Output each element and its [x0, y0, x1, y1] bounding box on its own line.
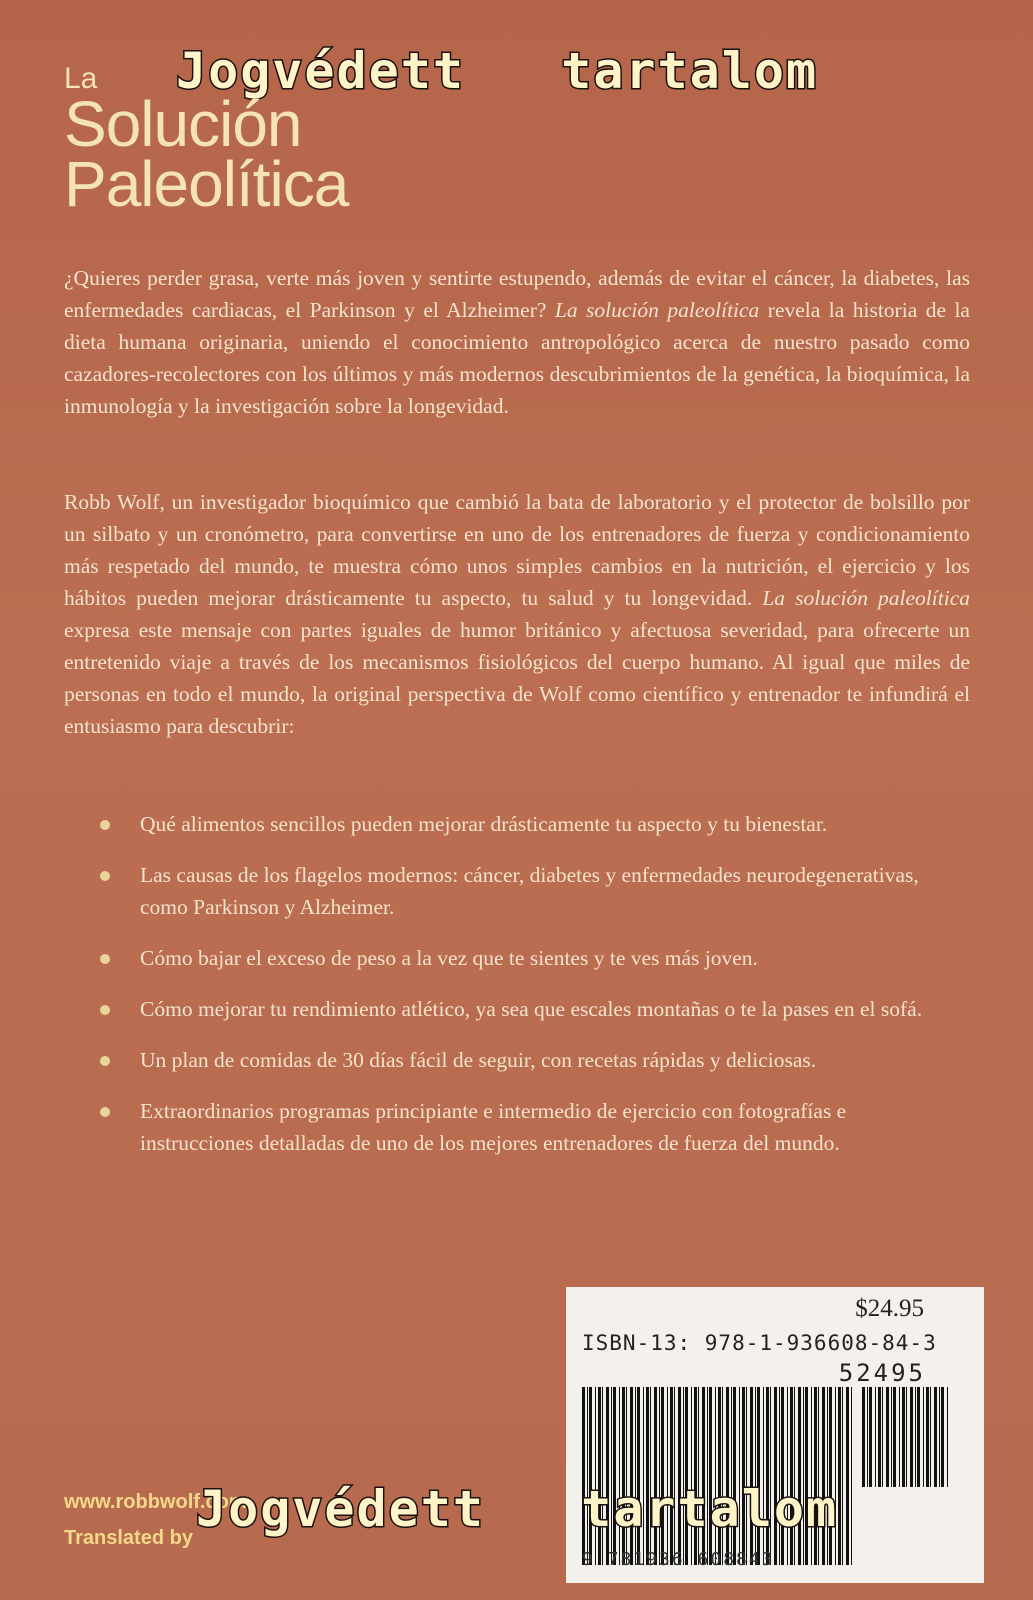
barcode-stripe — [781, 1387, 784, 1565]
barcode-stripe — [891, 1387, 892, 1487]
barcode-icon — [582, 1387, 852, 1565]
barcode-stripe — [757, 1387, 760, 1565]
watermark-bottom: Jogvédett tartalom — [196, 1480, 839, 1538]
barcode-stripe — [763, 1387, 764, 1565]
barcode-stripe — [715, 1387, 716, 1565]
list-item-text: Las causas de los flagelos modernos: cáncer, diabetes y enfermedades neurodegenerativas, como Parkinson y Alzheimer. — [140, 863, 919, 919]
barcode-stripe — [814, 1387, 817, 1565]
barcode-stripe — [619, 1387, 620, 1565]
list-item — [100, 1044, 960, 1076]
barcode-label — [566, 1287, 984, 1583]
watermark-top: Jogvédett tartalom — [176, 42, 819, 100]
barcode-stripe — [822, 1387, 825, 1565]
barcode-stripe — [882, 1387, 883, 1487]
barcode-stripe — [750, 1387, 753, 1565]
book-title-italic: La solución paleolítica — [554, 298, 760, 322]
barcode-stripe — [595, 1387, 596, 1565]
list-item — [100, 859, 960, 923]
title-prefix: La — [64, 62, 98, 95]
barcode-stripe — [910, 1387, 913, 1487]
barcode-stripe — [742, 1387, 745, 1565]
barcode-stripe — [635, 1387, 636, 1565]
barcode-stripe — [685, 1387, 688, 1565]
barcode-stripe — [731, 1387, 732, 1565]
barcode-stripe — [654, 1387, 657, 1565]
website-link[interactable]: www.robbwolf.com — [64, 1491, 247, 1513]
barcode-stripe — [886, 1387, 889, 1487]
barcode-stripe — [678, 1387, 681, 1565]
barcode-stripe — [661, 1387, 664, 1565]
barcode-stripe — [790, 1387, 793, 1565]
barcode-stripe — [766, 1387, 769, 1565]
barcode-stripe — [755, 1387, 756, 1565]
blurb-paragraph-2 — [64, 486, 970, 742]
book-title — [64, 62, 349, 220]
barcode-stripe — [613, 1387, 616, 1565]
translator-credit: Translated by — [64, 1527, 193, 1549]
barcode-stripe — [917, 1387, 920, 1487]
list-item-text: Un plan de comidas de 30 días fácil de seguir, con recetas rápidas y deliciosas. — [140, 1048, 817, 1072]
bullet-icon — [100, 871, 110, 881]
barcode-stripe — [926, 1387, 929, 1487]
barcode-stripe — [709, 1387, 712, 1565]
bullet-icon — [100, 1107, 110, 1117]
barcode-stripe — [846, 1387, 849, 1565]
bullet-icon — [100, 954, 110, 964]
barcode-stripe — [674, 1387, 675, 1565]
barcode-stripe — [838, 1387, 841, 1565]
barcode-stripe — [659, 1387, 660, 1565]
barcode-stripe — [875, 1387, 876, 1487]
barcode-stripe — [698, 1387, 699, 1565]
barcode-stripe — [770, 1387, 771, 1565]
barcode-stripe — [702, 1387, 705, 1565]
barcode-stripe — [691, 1387, 692, 1565]
barcode-stripe — [867, 1387, 868, 1487]
barcode-stripe — [707, 1387, 708, 1565]
list-item-text: Cómo bajar el exceso de peso a la vez que te sientes y te ves más joven. — [140, 946, 758, 970]
list-item-text: Extraordinarios programas principiante e intermedio de ejercicio con fotografías e instrucciones detalladas de uno de los mejores entrenadores de fuerza del mundo. — [140, 1099, 847, 1155]
barcode-stripe — [787, 1387, 788, 1565]
barcode-stripe — [947, 1387, 948, 1487]
barcode-stripe — [934, 1387, 937, 1487]
barcode-stripe — [818, 1387, 819, 1565]
bullet-icon — [100, 1056, 110, 1066]
blurb-paragraph-1 — [64, 262, 970, 422]
barcode-stripe — [733, 1387, 736, 1565]
list-item — [100, 808, 960, 840]
barcode-stripe — [726, 1387, 729, 1565]
barcode-stripe — [803, 1387, 804, 1565]
barcode-stripe — [862, 1387, 865, 1487]
list-item — [100, 1095, 960, 1159]
list-item — [100, 993, 960, 1025]
barcode-stripe — [722, 1387, 723, 1565]
barcode-stripe — [794, 1387, 795, 1565]
barcode-stripe — [902, 1387, 905, 1487]
barcode-stripe — [589, 1387, 592, 1565]
barcode-stripe — [811, 1387, 812, 1565]
paragraph-text: expresa este mensaje con partes iguales de humor británico y afectuosa severidad, para ofrecerte un entretenido viaje a través de los mecanismos fisiológicos del cuerpo humano. Al igual que miles de personas en todo el mundo, la original perspectiva de Wolf como científico y entrenador te infundirá el entusiasmo para descubrir: — [64, 618, 970, 738]
barcode-stripe — [746, 1387, 747, 1565]
barcode-stripe — [611, 1387, 612, 1565]
barcode-stripe — [842, 1387, 843, 1565]
title-line-2: Paleolítica — [64, 148, 349, 220]
barcode-stripe — [626, 1387, 627, 1565]
barcode-stripe — [878, 1387, 881, 1487]
barcode-stripe — [774, 1387, 777, 1565]
paragraph-text: ¿Quieres perder grasa, verte más joven y sentirte estupendo, además de evitar el cáncer, la diabetes, las enfermedades cardiacas, el Parkinson y el Alzheimer? — [64, 266, 970, 322]
list-item-text: Qué alimentos sencillos pueden mejorar drásticamente tu aspecto y tu bienestar. — [140, 812, 828, 836]
barcode-stripe — [899, 1387, 900, 1487]
barcode-stripe — [683, 1387, 684, 1565]
barcode-stripe — [798, 1387, 801, 1565]
barcode-stripe — [694, 1387, 697, 1565]
barcode-stripe — [739, 1387, 740, 1565]
list-item-text: Cómo mejorar tu rendimiento atlético, ya sea que escales montañas o te la pases en el sofá. — [140, 997, 923, 1021]
barcode-stripe — [598, 1387, 601, 1565]
barcode-stripe — [622, 1387, 625, 1565]
barcode-stripe — [915, 1387, 916, 1487]
barcode-stripe — [827, 1387, 828, 1565]
paragraph-text: Robb Wolf, un investigador bioquímico que cambió la bata de laboratorio y el protector de bolsillo por un silbato y un cronómetro, para convertirse en uno de los entrenadores de fuerza y condicionamiento más respetado del mundo, te muestra cómo unos simples cambios en la nutrición, el ejercicio y los hábitos pueden mejorar drásticamente tu aspecto, tu salud y tu longevidad. — [64, 490, 970, 610]
barcode-stripe — [779, 1387, 780, 1565]
benefits-list — [100, 808, 960, 1178]
bullet-icon — [100, 1005, 110, 1015]
barcode-stripe — [602, 1387, 603, 1565]
barcode-stripe — [930, 1387, 931, 1487]
title-line-1: Solución — [64, 88, 302, 160]
barcode-stripe — [893, 1387, 896, 1487]
barcode-stripe — [906, 1387, 907, 1487]
list-item — [100, 942, 960, 974]
paragraph-text: revela la historia de la dieta humana originaria, uniendo el conocimiento antropológico acerca de nuestro pasado como cazadores-recolectores con los últimos y más modernos descubrimientos de la genética, la bioquímica, la inmunología y la investigación sobre la longevidad. — [64, 298, 970, 418]
bullet-icon — [100, 820, 110, 830]
addon-barcode-icon — [862, 1387, 948, 1487]
barcode-stripe — [939, 1387, 940, 1487]
book-title-italic: La solución paleolítica — [762, 586, 970, 610]
barcode-stripe — [643, 1387, 644, 1565]
barcode-stripe — [829, 1387, 832, 1565]
barcode-stripe — [587, 1387, 588, 1565]
price: $24.95 — [855, 1295, 924, 1322]
barcode-stripe — [650, 1387, 651, 1565]
price-code: 52495 — [838, 1359, 926, 1387]
barcode-stripe — [670, 1387, 673, 1565]
isbn: ISBN-13: 978-1-936608-84-3 — [582, 1331, 937, 1355]
barcode-stripe — [646, 1387, 649, 1565]
barcode-stripe — [805, 1387, 808, 1565]
barcode-stripe — [718, 1387, 721, 1565]
barcode-stripe — [835, 1387, 836, 1565]
barcode-stripe — [869, 1387, 872, 1487]
barcode-stripe — [667, 1387, 668, 1565]
barcode-stripe — [630, 1387, 633, 1565]
barcode-digits: 9 781936 608843 — [582, 1549, 775, 1570]
barcode-stripe — [582, 1387, 585, 1565]
barcode-stripe — [637, 1387, 640, 1565]
barcode-stripe — [606, 1387, 609, 1565]
barcode-stripe — [851, 1387, 852, 1565]
barcode-stripe — [941, 1387, 944, 1487]
barcode-stripe — [923, 1387, 924, 1487]
